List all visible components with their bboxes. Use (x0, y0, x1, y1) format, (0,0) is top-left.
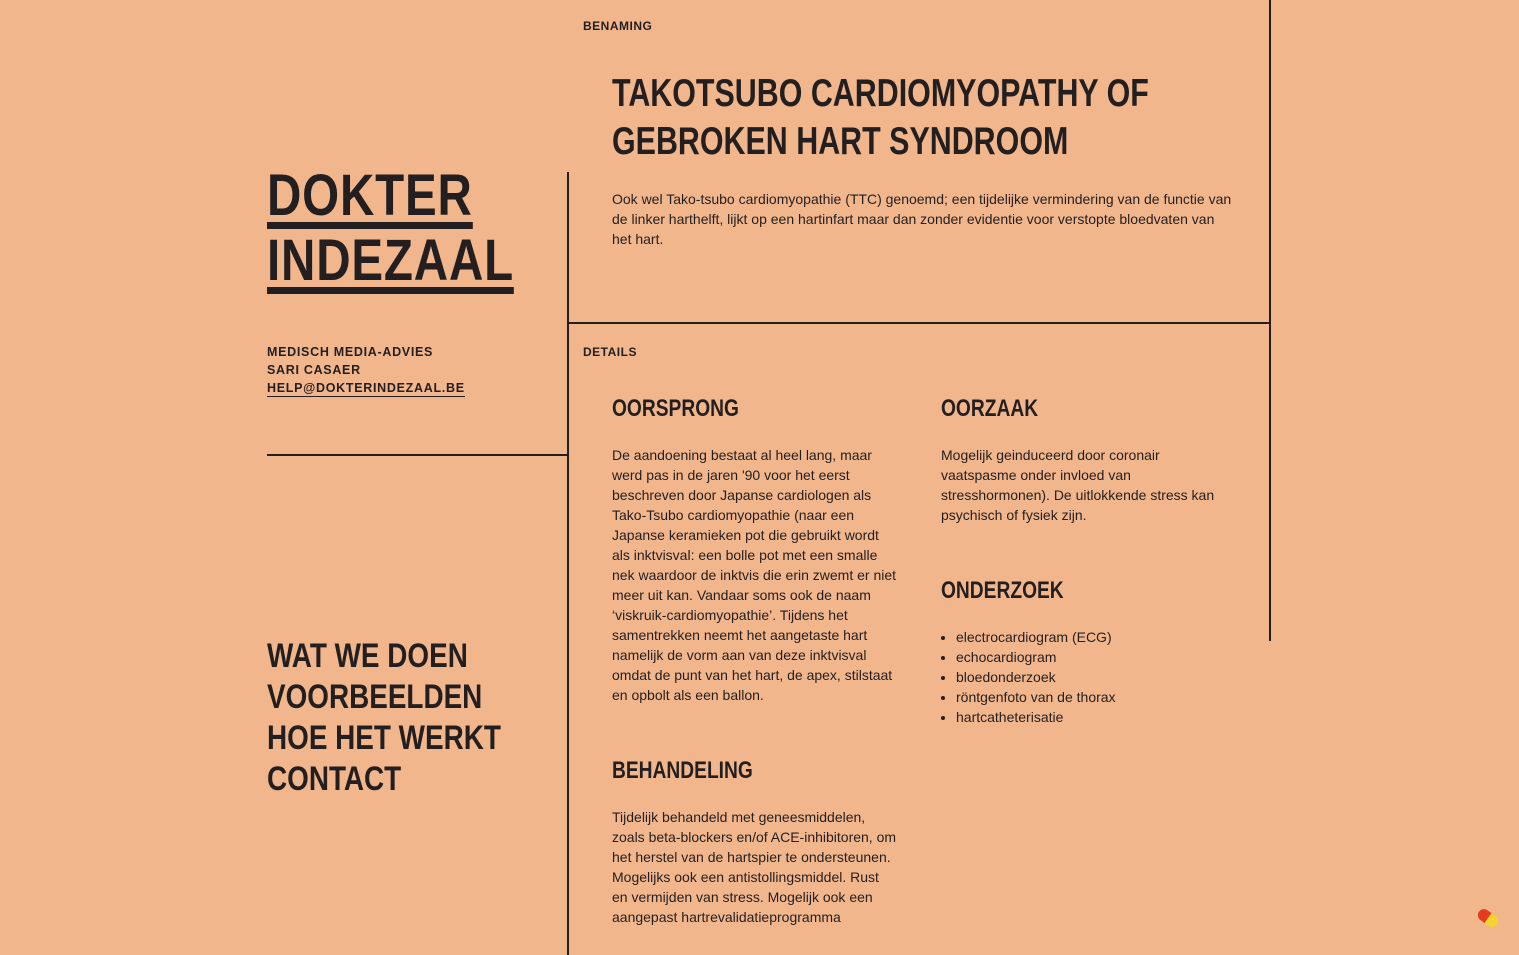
list-item: • echocardiogram (956, 647, 1231, 667)
content-left-border (567, 172, 569, 955)
section-label-benaming: BENAMING (583, 19, 653, 33)
page-title (612, 70, 1149, 166)
title-line-2: GEBROKEN HART SYNDROOM (612, 120, 1069, 163)
oorzaak-section (941, 395, 1231, 525)
nav-item-contact[interactable]: CONTACT (267, 760, 402, 798)
nav-item-wat-we-doen[interactable]: WAT WE DOEN (267, 637, 468, 675)
content-right-border (1269, 0, 1271, 641)
oorsprong-heading: OORSPRONG (612, 395, 739, 422)
list-item: • röntgenfoto van de thorax (956, 687, 1231, 707)
behandeling-section (612, 757, 897, 927)
tagline: MEDISCH MEDIA-ADVIES (267, 345, 434, 359)
site-logo[interactable] (267, 163, 514, 294)
onderzoek-heading: ONDERZOEK (941, 577, 1064, 604)
list-item: • electrocardiogram (ECG) (956, 627, 1231, 647)
list-item: • bloedonderzoek (956, 667, 1231, 687)
onderzoek-section (941, 577, 1231, 727)
oorzaak-heading: OORZAAK (941, 395, 1039, 422)
contact-name: SARI CASAER (267, 363, 361, 377)
email-link[interactable]: HELP@DOKTERINDEZAAL.BE (267, 381, 465, 395)
intro-text: Ook wel Tako-tsubo cardiomyopathie (TTC) genoemd; een tijdelijke vermindering van de functie van de linker harthelft, lijkt op een hartinfart maar dan zonder evidentie voor verstopte bloedvaten van het hart. (612, 191, 1232, 247)
oorsprong-text: De aandoening bestaat al heel lang, maar werd pas in de jaren '90 voor het eerst beschreven door Japanse cardiologen als Tako-Tsubo cardiomyopathie (naar een Japanse keramieken pot die gebruikt wordt als inktvisval: een bolle pot met een smalle nek waardoor de inktvis die erin zwemt er niet meer uit kan. Vandaar soms ook de naam ‘viskruik-cardiomyopathie’. Tijdens het samentrekken neemt het aangetaste hart namelijk de vorm aan van deze inktvisval omdat de punt van het hart, de apex, stilstaat en opbolt als een ballon. (612, 447, 897, 703)
oorzaak-text: Mogelijk geinduceerd door coronair vaatspasme onder invloed van stresshormonen). De uitlokkende stress kan psychisch of fysiek zijn. (941, 447, 1215, 523)
behandeling-text: Tijdelijk behandeld met geneesmiddelen, zoals beta-blockers en/of ACE-inhibitoren, om het herstel van de hartspier te ondersteunen. Mogelijks ook een antistollingsmiddel. Rust en vermijden van stress. Mogelijk ook een aangepast hartrevalidatieprogramma (612, 809, 897, 925)
logo-line-1: DOKTER (267, 163, 473, 228)
contact-info (267, 343, 465, 397)
onderzoek-list (941, 627, 1231, 727)
logo-line-2: INDEZAAL (267, 228, 514, 293)
pill-icon[interactable] (1476, 907, 1501, 929)
nav-item-voorbeelden[interactable]: VOORBEELDEN (267, 678, 483, 716)
nav-item-hoe-het-werkt[interactable]: HOE HET WERKT (267, 719, 501, 757)
sidebar-divider (267, 454, 569, 456)
title-line-1: TAKOTSUBO CARDIOMYOPATHY OF (612, 72, 1149, 115)
oorsprong-section (612, 395, 897, 705)
section-label-details: DETAILS (583, 345, 637, 359)
behandeling-heading: BEHANDELING (612, 757, 753, 784)
list-item: • hartcatheterisatie (956, 707, 1231, 727)
section-divider (567, 322, 1271, 324)
main-nav (267, 636, 552, 800)
